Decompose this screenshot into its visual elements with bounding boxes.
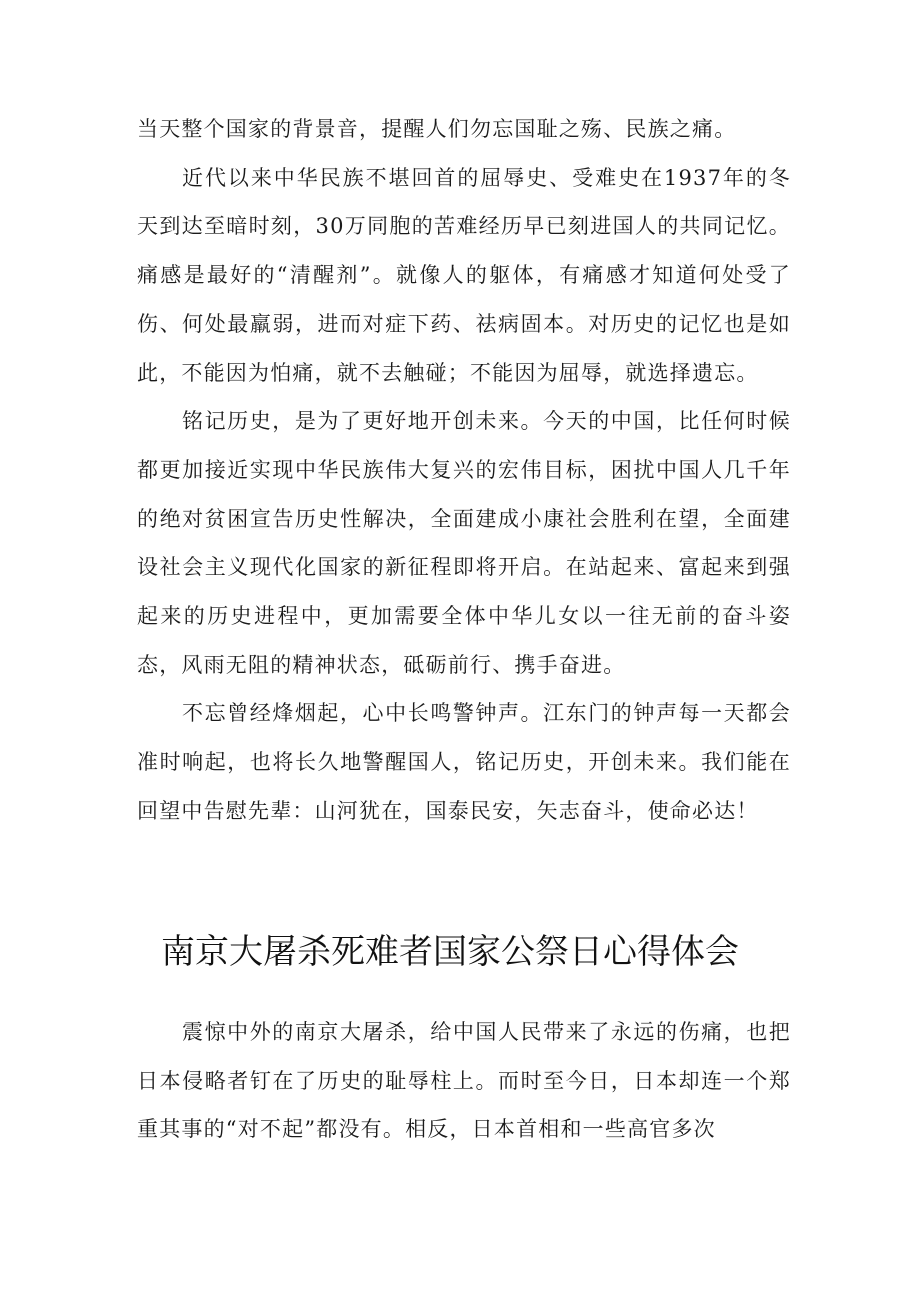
paragraph: 铭记历史，是为了更好地开创未来。今天的中国，比任何时候都更加接近实现中华民族伟大复兴的宏伟目标，困扰中国人几千年的绝对贫困宣告历史性解决，全面建成小康社会胜利在望，全面建设社会主义现代化国家的新征程即将开启。在站起来、富起来到强起来的历史进程中，更加需要全体中华儿女以一往无前的奋斗姿态，风雨无阻的精神状态，砥砺前行、携手奋进。 <box>137 409 791 677</box>
previous-article-body <box>137 105 791 836</box>
new-article-body <box>137 1008 791 1154</box>
paragraph: 不忘曾经烽烟起，心中长鸣警钟声。江东门的钟声每一天都会准时响起，也将长久地警醒国人，铭记历史，开创未来。我们能在回望中告慰先辈：山河犹在，国泰民安，矢志奋斗，使命必达！ <box>137 701 791 823</box>
section-title: 南京大屠杀死难者国家公祭日心得体会 <box>161 932 739 972</box>
paragraph: 震惊中外的南京大屠杀，给中国人民带来了永远的伤痛，也把日本侵略者钉在了历史的耻辱柱上。而时至今日，日本却连一个郑重其事的“对不起”都没有。相反，日本首相和一些高官多次 <box>137 1020 791 1142</box>
paragraph-continuation: 当天整个国家的背景音，提醒人们勿忘国耻之殇、民族之痛。 <box>137 117 737 141</box>
paragraph: 近代以来中华民族不堪回首的屈辱史、受难史在1937年的冬天到达至暗时刻，30万同胞的苦难经历早已刻进国人的共同记忆。痛感是最好的“清醒剂”。就像人的躯体，有痛感才知道何处受了伤、何处最羸弱，进而对症下药、祛病固本。对历史的记忆也是如此，不能因为怕痛，就不去触碰；不能因为屈辱，就选择遗忘。 <box>137 165 791 385</box>
